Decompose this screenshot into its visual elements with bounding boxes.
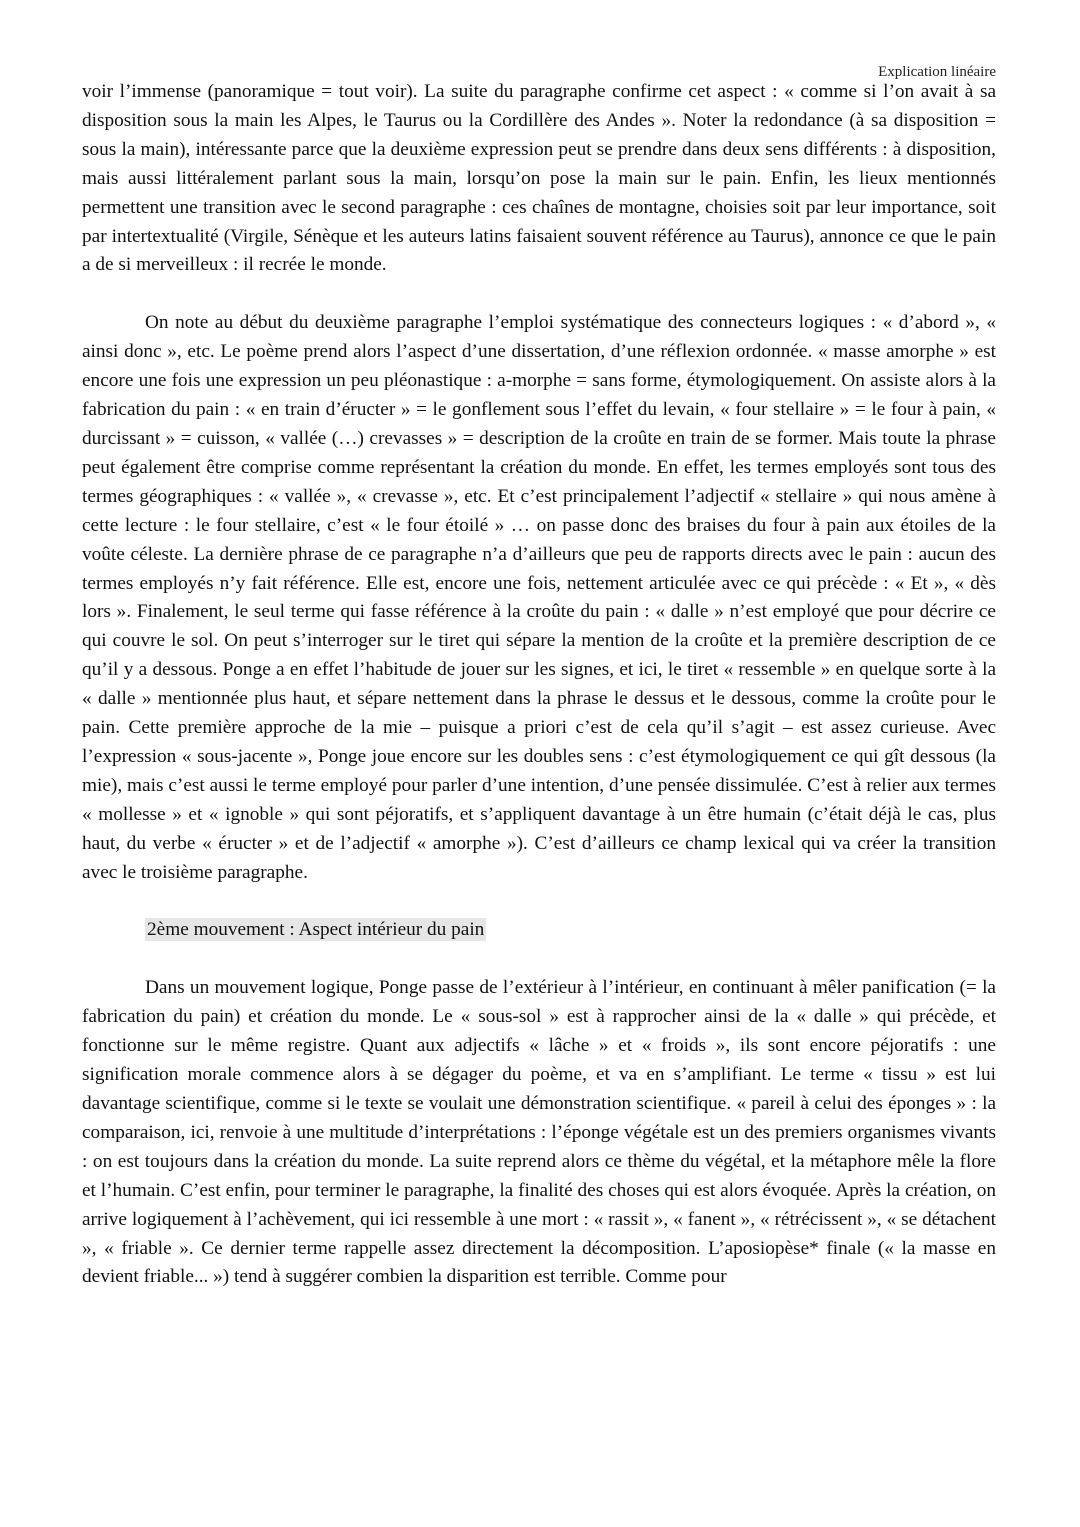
running-header: Explication linéaire (878, 64, 996, 80)
paragraph-spacer (82, 280, 996, 309)
paragraph-second-stanza-analysis: On note au début du deuxième paragraphe l’emploi systématique des connecteurs logiques : « d’abord », « ainsi donc », etc. Le poème prend alors l’aspect d’une dissertation, d’une réflexion ordonnée. « masse amorphe » est encore une fois une expression un peu pléonastique : a-morphe = sans forme, étymologiquement. On assiste alors à la fabrication du pain : « en train d’éructer » = le gonflement sous l’effet du levain, « four stellaire » = le four à pain, « durcissant » = cuisson, « vallée (…) crevasses » = description de la croûte en train de se former. Mais toute la phrase peut également être comprise comme représentant la création du monde. En effet, les termes employés sont tous des termes géographiques : « vallée », « crevasse », etc. Et c’est principalement l’adjectif « stellaire » qui nous amène à cette lecture : le four stellaire, c’est « le four étoilé » … on passe donc des braises du four à pain aux étoiles de la voûte céleste. La dernière phrase de ce paragraphe n’a d’ailleurs que peu de rapports directs avec le pain : aucun des termes employés n’y fait référence. Elle est, encore une fois, nettement articulée avec ce qui précède : « Et », « dès lors ». Finalement, le seul terme qui fasse référence à la croûte du pain : « dalle » n’est employé que pour décrire ce qui couvre le sol. On peut s’interroger sur le tiret qui sépare la mention de la croûte et la première description de ce qu’il y a dessous. Ponge a en effet l’habitude de jouer sur les signes, et ici, le tiret « ressemble » en quelque sorte à la « dalle » mentionnée plus haut, et sépare nettement dans la phrase le dessus et le dessous, comme la croûte pour le pain. Cette première approche de la mie – puisque a priori c’est de cela qu’il s’agit – est assez curieuse. Avec l’expression « sous-jacente », Ponge joue encore sur les doubles sens : c’est étymologiquement ce qui gît dessous (la mie), mais c’est aussi le terme employé pour parler d’une intention, d’une pensée dissimulée. C’est à relier aux termes « mollesse » et « ignoble » qui sont péjoratifs, et s’appliquent davantage à un être humain (c’était déjà le cas, plus haut, du verbe « éructer » et de l’adjectif « amorphe »). C’est d’ailleurs ce champ lexical qui va créer la transition avec le troisième paragraphe. (82, 312, 996, 883)
paragraph-spacer (82, 887, 996, 916)
document-page (82, 62, 996, 1292)
paragraph-spacer (82, 945, 996, 974)
section-heading-text: 2ème mouvement : Aspect intérieur du pain (147, 919, 485, 941)
paragraph-intro-continuation: voir l’immense (panoramique = tout voir). La suite du paragraphe confirme cet aspect : « comme si l’on avait à sa disposition sous la main les Alpes, le Taurus ou la Cordillère des Andes ». Noter la redondance (à sa disposition = sous la main), intéressante parce que la deuxième expression peut se prendre dans deux sens différents : à disposition, mais aussi littéralement parlant sous la main, lorsqu’on pose la main sur le pain. Enfin, les lieux mentionnés permettent une transition avec le second paragraphe : ces chaînes de montagne, choisies soit par leur importance, soit par intertextualité (Virgile, Sénèque et les auteurs latins faisaient souvent référence au Taurus), annonce ce que le pain a de si merveilleux : il recrée le monde. (82, 81, 996, 276)
paragraph-interior-analysis: Dans un mouvement logique, Ponge passe de l’extérieur à l’intérieur, en continuant à mêler panification (= la fabrication du pain) et création du monde. Le « sous-sol » est à rapprocher ainsi de la « dalle » qui précède, et fonctionne sur le même registre. Quant aux adjectifs « lâche » et « froids », ils sont encore péjoratifs : une signification morale commence alors à se dégager du poème, et va en s’amplifiant. Le terme « tissu » est lui davantage scientifique, comme si le texte se voulait une démonstration scientifique. « pareil à celui des éponges » : la comparaison, ici, renvoie à une multitude d’interprétations : l’éponge végétale est un des premiers organismes vivants : on est toujours dans la création du monde. La suite reprend alors ce thème du végétal, et la métaphore mêle la flore et l’humain. C’est enfin, pour terminer le paragraphe, la finalité des choses qui est alors évoquée. Après la création, on arrive logiquement à l’achèvement, qui ici ressemble à une mort : « rassit », « fanent », « rétrécissent », « se détachent », « friable ». Ce dernier terme rappelle assez directement la décomposition. L’aposiopèse* finale (« la masse en devient friable... ») tend à suggérer combien la disparition est terrible. Comme pour (82, 977, 996, 1288)
section-heading (82, 916, 996, 945)
